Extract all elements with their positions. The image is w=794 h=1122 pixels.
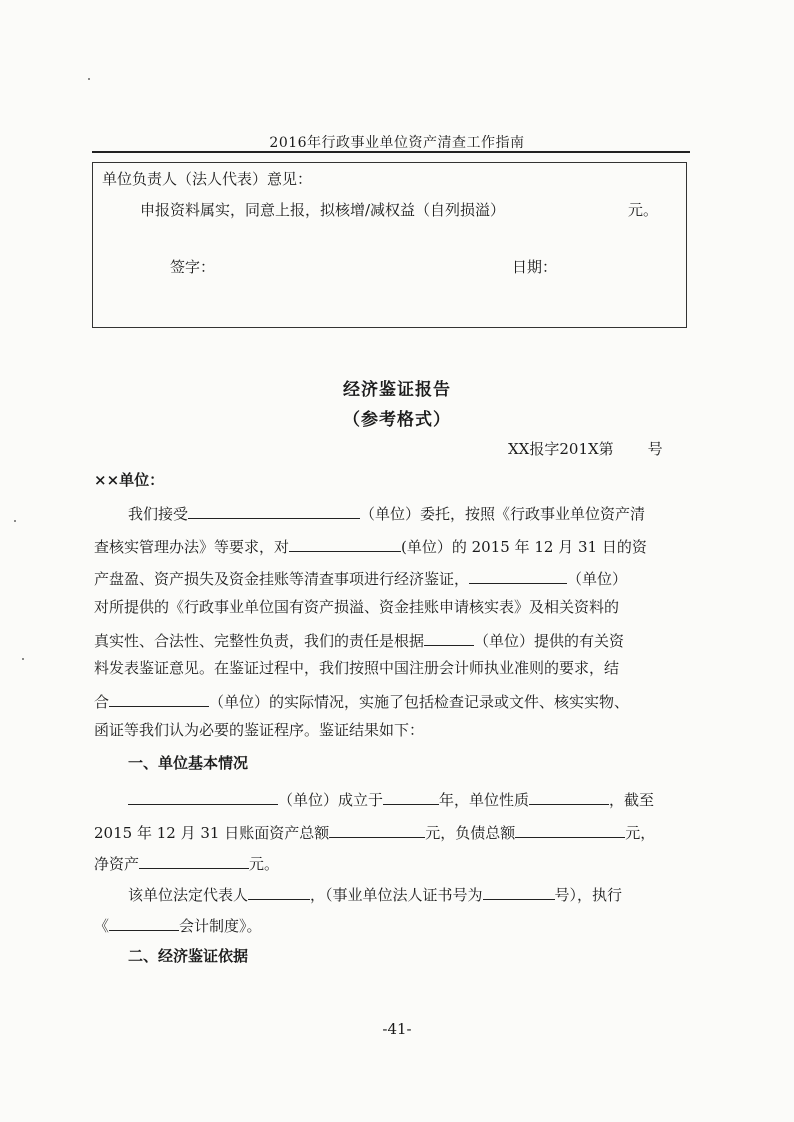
report-reference xyxy=(508,442,663,457)
body-line xyxy=(94,631,624,649)
section-line xyxy=(94,916,262,934)
body-text: （单位）的实际情况，实施了包括检查记录或文件、核实实物、 xyxy=(209,693,630,711)
section-line xyxy=(94,854,279,872)
opinion-statement: 申报资料属实，同意上报，拟核增/减权益（自列损溢） xyxy=(140,201,506,219)
blank-line xyxy=(383,790,439,805)
blank-line xyxy=(289,537,401,552)
blank-line xyxy=(515,823,625,838)
body-text: 年，单位性质 xyxy=(439,791,530,809)
report-title: 经济鉴证报告 xyxy=(343,380,451,400)
body-line xyxy=(94,569,627,587)
body-text: 我们接受 xyxy=(128,505,189,523)
blank-line xyxy=(109,916,179,931)
body-line xyxy=(94,537,647,555)
blank-line xyxy=(424,631,474,646)
sign-label: 签字： xyxy=(170,258,216,276)
body-line: 料发表鉴证意见。在鉴证过程中，我们按照中国注册会计师执业准则的要求，结 xyxy=(94,659,620,677)
blank-line xyxy=(248,885,310,900)
date-label: 日期： xyxy=(512,258,558,276)
scan-speck xyxy=(22,658,24,660)
blank-line xyxy=(188,504,360,519)
scan-speck xyxy=(88,78,90,80)
running-header: 2016年行政事业单位资产清查工作指南 xyxy=(269,135,525,151)
body-text: 《 xyxy=(94,917,110,935)
body-text: 净资产 xyxy=(94,855,140,873)
blank-line xyxy=(128,790,278,805)
body-line: 对所提供的《行政事业单位国有资产损溢、资金挂账申请核实表》及相关资料的 xyxy=(94,598,620,616)
body-text: ，截至 xyxy=(609,791,655,809)
scan-speck xyxy=(14,520,16,522)
blank-line xyxy=(483,885,555,900)
body-text: 合 xyxy=(94,693,110,711)
body-text: ，（事业单位法人证书号为 xyxy=(310,886,483,904)
body-text: 该单位法定代表人 xyxy=(128,886,249,904)
body-line xyxy=(128,504,645,522)
opinion-unit: 元。 xyxy=(628,201,659,219)
body-text: （单位）提供的有关资 xyxy=(474,632,625,650)
body-text: 元， xyxy=(625,824,656,842)
body-text: 会计制度》。 xyxy=(179,917,262,935)
body-text: 产盘盈、资产损失及资金挂账等清查事项进行经济鉴证， xyxy=(94,570,470,588)
blank-line xyxy=(139,854,249,869)
body-line xyxy=(94,692,629,710)
section-heading: 一、单位基本情况 xyxy=(128,754,249,772)
section-heading: 二、经济鉴证依据 xyxy=(128,947,249,965)
body-text: 查核实管理办法》等要求，对 xyxy=(94,538,290,556)
blank-line xyxy=(469,569,567,584)
body-text: 元。 xyxy=(249,855,280,873)
blank-line xyxy=(529,790,609,805)
body-text: 真实性、合法性、完整性负责，我们的责任是根据 xyxy=(94,632,425,650)
ref-prefix: XX报字201X第 xyxy=(508,440,614,458)
ref-suffix: 号 xyxy=(647,440,663,458)
body-line: 函证等我们认为必要的鉴证程序。鉴证结果如下： xyxy=(94,721,425,739)
page-number: -41- xyxy=(382,1020,412,1038)
opinion-heading: 单位负责人（法人代表）意见： xyxy=(102,170,313,188)
section-line xyxy=(128,885,622,903)
body-text: （单位） xyxy=(567,570,628,588)
addressee: ××单位： xyxy=(94,471,165,489)
report-subtitle: （参考格式） xyxy=(343,410,451,430)
body-text: （单位）委托，按照《行政事业单位资产清 xyxy=(360,505,646,523)
section-line xyxy=(128,790,654,808)
body-text: 号），执行 xyxy=(554,886,623,904)
blank-line xyxy=(109,692,209,707)
header-rule xyxy=(92,151,690,153)
body-text: (单位）的 2015 年 12 月 31 日的资 xyxy=(401,538,647,556)
blank-line xyxy=(329,823,425,838)
body-text: （单位）成立于 xyxy=(278,791,384,809)
body-text: 元，负债总额 xyxy=(425,824,516,842)
body-text: 2015 年 12 月 31 日账面资产总额 xyxy=(94,824,330,842)
section-line xyxy=(94,823,655,841)
